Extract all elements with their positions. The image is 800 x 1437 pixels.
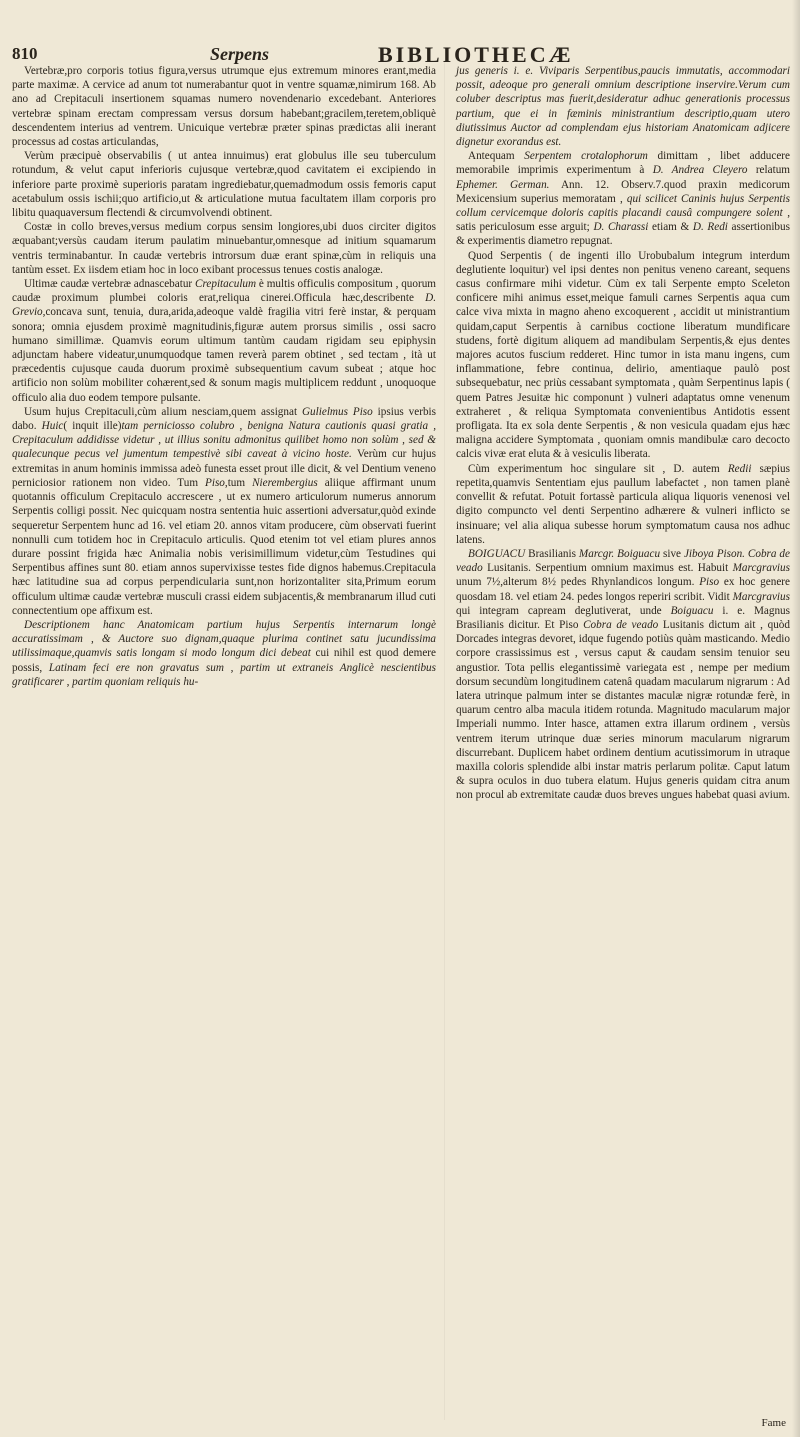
paragraph	[12, 405, 436, 618]
text-run: qui integram capream deglutiverat, unde	[456, 604, 671, 617]
catchword: Fame	[761, 1417, 786, 1429]
text-run: Verùm cur hujus extremitas in anum hominis immissa adeò funesta esset prout ille dicit, & vel Dentium veneno perniciosior rationem non video. Tum	[12, 448, 436, 489]
italic-text-run: Ephemer. German.	[456, 178, 550, 191]
italic-text-run: Latinam feci ere non gravatus sum , partim ut extraneis Anglicè nescientibus gratificarer , partim quoniam reliquis hu-	[12, 661, 436, 688]
paragraph	[12, 277, 436, 405]
column-gutter	[444, 60, 445, 1420]
italic-text-run: Serpentem crotalophorum	[524, 150, 648, 163]
text-run: etiam &	[648, 221, 693, 234]
italic-text-run: D. Charassi	[593, 221, 649, 234]
text-run: , satis periculosum esse arguit;	[456, 207, 790, 234]
italic-text-run: BOIGUACU	[468, 547, 526, 560]
italic-text-run: Marcgravius	[732, 562, 790, 575]
text-run: ex hoc genere quosdam 18. vel etiam 24. pedes longos reperiri scribit. Vidit	[456, 576, 790, 603]
italic-text-run: Piso	[205, 476, 225, 489]
text-run: relatum	[747, 164, 790, 177]
paragraph	[456, 462, 790, 547]
text-run: Vertebræ,pro corporis totius figura,versus utrumque ejus extremum minores erant,media parte maximæ. A cervice ad anum tot numerabantur quot in ventre squamæ,nimirum 168. Ab ano ad Crepitaculi insertionem squamas numero novendenario excedebant. Anteriores vertebræ spinam erectam compressam versus dorsum habebant;gracilem,teretem,obliquè descendentem interius ad ventrem. Unicuique vertebræ præter spinas prædictas alii inerant processus ad costas articulandas,	[12, 65, 436, 149]
paragraph	[456, 249, 790, 462]
paragraph	[12, 64, 436, 149]
text-run: Ultimæ caudæ vertebræ adnascebatur	[24, 278, 195, 291]
text-run: Lusitanis dictum ait , quòd Dorcades integras devoret, idque fugendo potiùs quàm masticando. Medio corpore crassissimus est , versus caput & caudam sensim tenuior seu angustior. Tota pellis elegantissimè variegata est , nempe per medium dorsum secundùm longitudinem catenâ quadam macularum nigrarum : Ad latera utrinque palmum inter se distantes maculæ nigræ rotundæ ferè, in quarum centro alba macula itidem rotunda. Magnitudo macularum major Imperiali nummo. Inter hasce, attamen extra illarum ordinem , versùs ventrem iterum utrinque duæ series minorum macularum nigrarum discurrebant. Duplicem habet ordinem dentium acutissimorum in utraque maxilla coloris splendide albi instar matris perlarum politæ. Caput latum & supra oculos in duo tubera elatum. Hujus generis quidam citra anum non procul ab extremitate caudæ duos breves ungues habebat quasi avium.	[456, 618, 790, 802]
paragraph	[456, 547, 790, 803]
italic-text-run: Marcgravius	[732, 590, 790, 603]
italic-text-run: jus generis i. e. Viviparis Serpentibus,paucis immutatis, accommodari possit, adeoque pro generali omnium descriptione inservire.Verum cum coluber descriptus mas fuerit,desideratur adhuc generationis processus partium, que ei in fæminis ministrantium descriptio,quam utero diutissimus Auctor ad complendam ejus historiam Anatomicam adjicere dignetur exorandus est.	[456, 65, 790, 149]
italic-text-run: qui scilicet Caninis hujus Serpentis collum cervicemque doloris capitis placandi causâ compungere solent	[456, 192, 790, 220]
italic-text-run: Gulielmus Piso	[301, 405, 373, 418]
text-run: assertionibus & experimentis diametro repugnat.	[456, 221, 790, 248]
text-run: Ann. 12. Observ.7.quod praxin medicorum Mexicensium superius memoratam ,	[456, 178, 790, 205]
italic-text-run: Boiguacu	[670, 604, 714, 617]
text-run: i. e. Magnus Brasilianis dicitur. Et Piso	[456, 604, 791, 631]
page-number: 810	[12, 44, 38, 63]
paragraph	[12, 149, 436, 220]
text-run: Brasilianis	[525, 547, 579, 560]
paragraph	[12, 618, 436, 689]
text-run: dimittam , libet adducere memorabile imprimis experimentum à	[456, 150, 791, 177]
text-run: Antequam	[468, 150, 525, 163]
text-run: sæpius repetita,quamvis Sententiam ejus paullum labefactet , non tamen planè convellit & refutat. Potuit fortassè particula aliqua liquoris venenosi vel digito compuncto vel denti Serpentino adhærere & vulneri inflicto se insinuare; vel alia aliqua subesse horum symptomatum causa nos adhuc latens.	[456, 462, 790, 546]
text-run: cui nihil est quod demere possis,	[12, 647, 436, 674]
italic-text-run: Cobra de veado	[583, 618, 659, 631]
text-run: Lusitanis. Serpentium omnium maximus est. Habuit	[482, 562, 733, 575]
text-run: concava sunt, tenuia, dura,arida,adeoque valdè fragilia vitri ferè instar, & perquam sonora; omnia ejusdem proximè magnitudinis,figuræ autem prorsus similis , ossi sacro humano simillimæ. Quamvis eorum ultimum tantùm caudam rigidam seu epiphysin adjunctam habere videatur,unumquodque tamen reverà parem obtinet , sed tectam , ità ut præcedentis cujusque cauda duorum proximè subsequentium cavum subeat ; atque hoc artificio non solùm mobiliter cohærent,sed & sonum magis multiplicem reddunt , unoquoque officulo alia duo eodem tempore pulsante.	[12, 306, 436, 404]
text-run: Costæ in collo breves,versus medium corpus sensim longiores,ubi duos circiter digitos æquabant;versùs caudam iterum paulatim minuebantur,omnesque ad initium squamarum ventris terminabantur. In caudæ vertebris introrsum duæ erant spinæ,cùm in reliquis una tantùm esset. Ex iisdem etiam hoc in loco exibant processus tenues costis analogæ.	[12, 221, 436, 276]
paragraph	[456, 64, 790, 149]
paragraph	[12, 220, 436, 277]
italic-text-run: tam perniciosso colubro , benigna Natura cautionis quasi gratia , Crepitaculum addidisse videtur , ut illius sonitu admonitus quilibet homo non solùm , sed & qualecunque pecus vel jumentum tempestivè sibi caveat à vicino hoste.	[12, 420, 436, 461]
italic-text-run: D. Andrea Cleyero	[652, 164, 748, 177]
page-edge-shadow	[792, 0, 800, 1437]
page-header	[10, 8, 790, 67]
text-run: ipsius verbis dabo.	[12, 405, 437, 433]
running-title: Serpens	[210, 44, 270, 64]
text-run: Cùm experimentum hoc singulare sit , D. autem	[468, 462, 728, 475]
italic-text-run: Nierembergius	[252, 476, 318, 489]
text-run: aliique affirmant unum quotannis officulum Crepitaculo accrescere , ut ex numero articulorum numerus annorum Serpentis colligi possit. Nec quicquam nostra sententia huic assertioni adversatur,quòd exinde sequeretur Serpentem hunc ad 16. vel etiam 20. annos vitam producere, cùm observati fuerint nonnulli cum totidem hoc in Crepitaculo articulis. Quod etenim tot vel etiam plures annos durare possint frigida hæc Animalia nobis verisimillimum videtur,cùm Testudines qui Serpentibus affines sunt 80. etiam annos supervixisse testes fide dignos habemus.Crepitacula hæc latitudine sua ad corpus perpendicularia sunt,non horizontaliter sita,Primum eorum officulum ultimæ caudæ vertebræ musculi crassi eidem subjacentis,& membranarum illud cuti connectentium ope affixum est.	[12, 476, 436, 617]
text-run: unum 7½,alterum 8½ pedes Rhynlandicos longum.	[456, 576, 700, 589]
left-text-column	[12, 64, 436, 689]
right-text-column	[456, 64, 790, 803]
italic-text-run: Huic	[41, 420, 64, 433]
text-run: è multis officulis compositum , quorum caudæ proximum plumbei coloris erat,reliqua cinerei.Officula hæc,describente	[12, 278, 436, 305]
running-head: BIBLIOTHECÆ	[378, 42, 574, 67]
italic-text-run: Descriptionem hanc Anatomicam partium hujus Serpentis internarum longè accuratissimam , & Auctore suo dignam,quaque plurima continet satu jucundissima utilissimaque,quamvis satis longam si modo longum dici debeat	[12, 618, 436, 660]
text-run: Usum hujus Crepitaculi,cùm alium nesciam,quem assignat	[24, 405, 302, 418]
italic-text-run: Marcgr. Boiguacu	[578, 547, 661, 560]
paragraph	[456, 149, 790, 248]
italic-text-run: D. Grevio,	[12, 292, 436, 319]
text-run: ( inquit ille)	[63, 420, 122, 433]
italic-text-run: D. Redi	[692, 221, 728, 234]
text-run: Verùm præcipuè observabilis ( ut antea innuimus) erat globulus ille seu tuberculum rotundum, & velut caput inferioris cujusque vertebræ,quod cavitatem ei excipiendo in inferiore parte proximè superioris paratam ingrediebatur,quemadmodum ossis femoris caput acetabulum ossis ischii;quo artificio,ut & articulatione mutua facultatem illam corporis pro libitu quaquaversum flectendi & circumvolvendi obtinent.	[12, 150, 436, 220]
italic-text-run: Crepitaculum	[194, 278, 257, 291]
text-run: Quod Serpentis ( de ingenti illo Urobubalum integrum interdum deglutiente loquitur) vel ipsi dentes non penitus veneno careant, sequens casus confirmare mihi videtur. Cùm ex tali Serpente empto Sceleton conficere mihi animus esset,meique famuli carnes Serpentis aqua cum calce viva mixta in magno aheno excoquerent , accidit ut ministrantium quidam,caput Serpentis à carnibus coctione liberatum mundificare studens, fortè digitum aliquem ad mandibulam Serpentis,& ejus dentes majores acutos fuscium redderet. Hinc tumor in ista manu ingens, cum inflammatione, febre continua, delirio, amentiaque paulò post subsequebatur, nec priùs cessabant symptomata , quàm Serpentinus lapis ( quem Patres Jesuitæ hic componunt ) vulneri adaptatus omne venenum extraheret , & reliqua Symptomata convenientibus Antidotis essent profligata. Ita ex sola dente Serpentis , & non vesicula quadam ejus hæc maligna accidere Symptomata , quoniam omnis mandibulæ caro decocto calcis vivæ erat eluta & à vesiculis liberata.	[456, 249, 790, 461]
italic-text-run: Redii	[727, 462, 752, 475]
italic-text-run: Jiboya Pison. Cobra de veado	[456, 547, 790, 575]
text-run: sive	[660, 547, 684, 560]
italic-text-run: Piso	[699, 576, 720, 589]
text-run: ,tum	[224, 476, 253, 489]
